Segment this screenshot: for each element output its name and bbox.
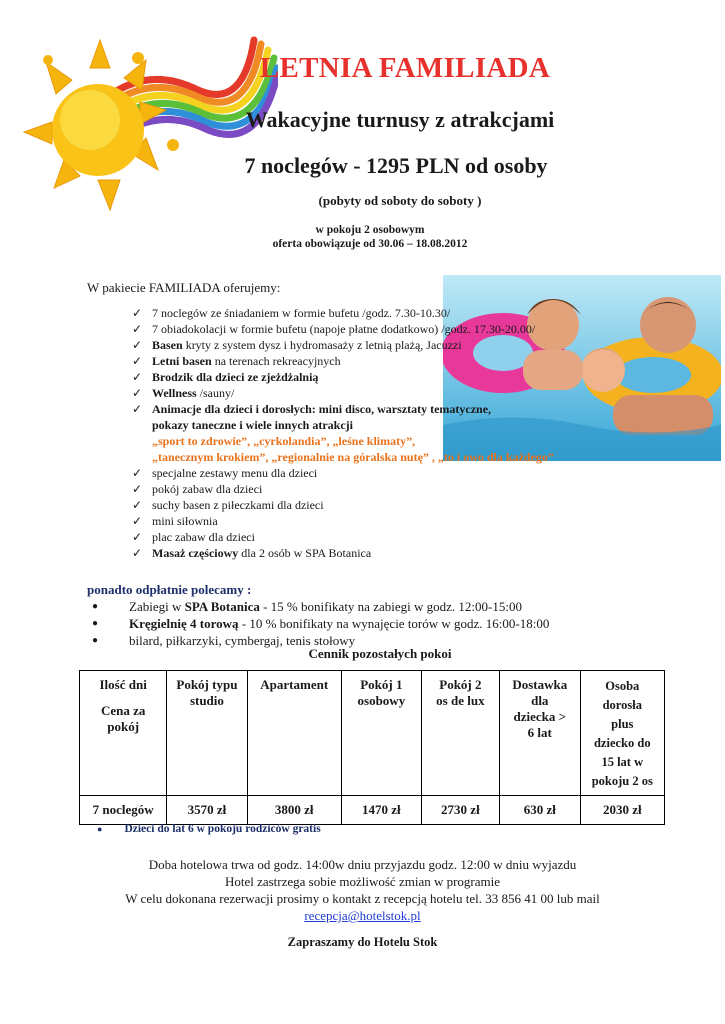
feature-item: ✓ Brodzik dla dzieci ze zjeżdżalnią: [132, 370, 319, 384]
check-icon: ✓: [132, 514, 143, 528]
header-single: Pokój 1 osobowy: [341, 671, 421, 796]
offer-dates: oferta obowiązuje od 30.06 – 18.08.2012: [272, 238, 468, 250]
footer-line: Hotel zastrzega sobie możliwość zmian w programie: [224, 874, 501, 889]
price-cell: 2030 zł: [580, 796, 664, 825]
check-icon: ✓: [132, 370, 143, 384]
package-features: [132, 305, 592, 561]
header-apartment: Apartament: [247, 671, 341, 796]
bullet-icon: ●: [92, 618, 99, 629]
package-intro: W pakiecie FAMILIADA oferujemy:: [87, 280, 281, 295]
check-icon: ✓: [132, 546, 143, 560]
feature-item: ✓ specjalne zestawy menu dla dzieci: [132, 466, 318, 480]
header-days: Ilość dni Cena za pokój: [80, 671, 167, 796]
check-icon: ✓: [132, 530, 143, 544]
price-cell: 1470 zł: [341, 796, 421, 825]
price-cell: 7 noclegów: [80, 796, 167, 825]
subtitle: Wakacyjne turnusy z atrakcjami: [245, 107, 555, 132]
price-cell: 2730 zł: [421, 796, 499, 825]
check-icon: ✓: [132, 338, 143, 352]
header-extra-bed: Dostawka dla dziecka > 6 lat: [499, 671, 580, 796]
paid-heading: ponadto odpłatnie polecamy :: [87, 582, 252, 597]
feature-item: ✓ pokój zabaw dla dzieci: [132, 482, 263, 496]
header-studio: Pokój typu studio: [167, 671, 247, 796]
bullet-icon: ●: [92, 601, 99, 612]
price-line: 7 noclegów - 1295 PLN od osoby: [244, 153, 548, 178]
check-icon: ✓: [132, 498, 143, 512]
feature-item: ✓ Masaż częściowy dla 2 osób w SPA Botanica: [132, 546, 372, 560]
animation-line-2: pokazy taneczne i wiele innych atrakcji: [152, 418, 353, 432]
check-icon: ✓: [132, 402, 143, 416]
feature-item: ✓ Wellness /sauny/: [132, 386, 235, 400]
email-link[interactable]: recepcja@hotelstok.pl: [304, 908, 421, 923]
feature-item: ✓ Animacje dla dzieci i dorosłych: mini disco, warsztaty tematyczne, pokazy taneczne i wiele innych atrakcji „sport to zdrowie”, „cyrkolandia”, „leśne klimaty”, „tanecznym krokiem”, „regionalnie na góralska nutę” , „to i owo dla każdego”: [132, 401, 592, 465]
price-cell: 630 zł: [499, 796, 580, 825]
check-icon: ✓: [132, 482, 143, 496]
feature-item: ✓ 7 obiadokolacji w formie bufetu (napoje płatne dodatkowo) /godz. 17.30-20.00/: [132, 322, 536, 336]
feature-item: ✓ Basen kryty z system dysz i hydromasaży z letnią plażą, Jacuzzi: [132, 338, 462, 352]
price-cell: 3570 zł: [167, 796, 247, 825]
feature-item: ✓ suchy basen z piłeczkami dla dzieci: [132, 498, 324, 512]
header-double-lux: Pokój 2 os de lux: [421, 671, 499, 796]
check-icon: ✓: [132, 354, 143, 368]
animation-line-4: „tanecznym krokiem”, „regionalnie na góralska nutę” , „to i owo dla każdego”: [152, 450, 554, 464]
pricing-row: [80, 796, 665, 825]
invitation: Zapraszamy do Hotelu Stok: [287, 935, 438, 949]
footer-line: W celu dokonana rezerwacji prosimy o kontakt z recepcją hotelu tel. 33 856 41 00 lub mail: [125, 891, 600, 906]
paid-services: [92, 598, 652, 649]
children-note: ● Dzieci do lat 6 w pokoju rodziców gratis: [97, 823, 321, 835]
pricing-heading: Cennik pozostałych pokoi: [308, 646, 452, 661]
pricing-table: [79, 670, 665, 825]
animation-line-3: „sport to zdrowie”, „cyrkolandia”, „leśne klimaty”,: [152, 434, 416, 448]
bullet-icon: ●: [97, 824, 103, 834]
price-cell: 3800 zł: [247, 796, 341, 825]
feature-item: ✓ plac zabaw dla dzieci: [132, 530, 255, 544]
page-title: LETNIA FAMILIADA: [259, 52, 551, 84]
paid-item: ● Zabiegi w SPA Botanica - 15 % bonifikaty na zabiegi w godz. 12:00-15:00: [92, 599, 522, 614]
check-icon: ✓: [132, 466, 143, 480]
check-icon: ✓: [132, 386, 143, 400]
check-icon: ✓: [132, 322, 143, 336]
footer-line: Doba hotelowa trwa od godz. 14:00w dniu przyjazdu godz. 12:00 w dniu wyjazdu: [148, 857, 577, 872]
paid-item: ● bilard, piłkarzyki, cymbergaj, tenis stołowy: [92, 633, 356, 648]
room-note: w pokoju 2 osobowym: [315, 224, 425, 236]
feature-item: ✓ 7 noclegów ze śniadaniem w formie bufetu /godz. 7.30-10.30/: [132, 306, 451, 320]
footer-info: [30, 856, 695, 924]
check-icon: ✓: [132, 306, 143, 320]
header-adult-child: Osoba dorosła plus dziecko do 15 lat w pokoju 2 os: [580, 671, 664, 796]
feature-item: ✓ Letni basen na terenach rekreacyjnych: [132, 354, 341, 368]
pricing-header-row: [80, 671, 665, 796]
paid-item: ● Kręgielnię 4 torową - 10 % bonifikaty na wynajęcie torów w godz. 16:00-18:00: [92, 616, 550, 631]
feature-item: ✓ mini siłownia: [132, 514, 218, 528]
stay-note: (pobyty od soboty do soboty ): [318, 193, 482, 208]
bullet-icon: ●: [92, 635, 99, 646]
